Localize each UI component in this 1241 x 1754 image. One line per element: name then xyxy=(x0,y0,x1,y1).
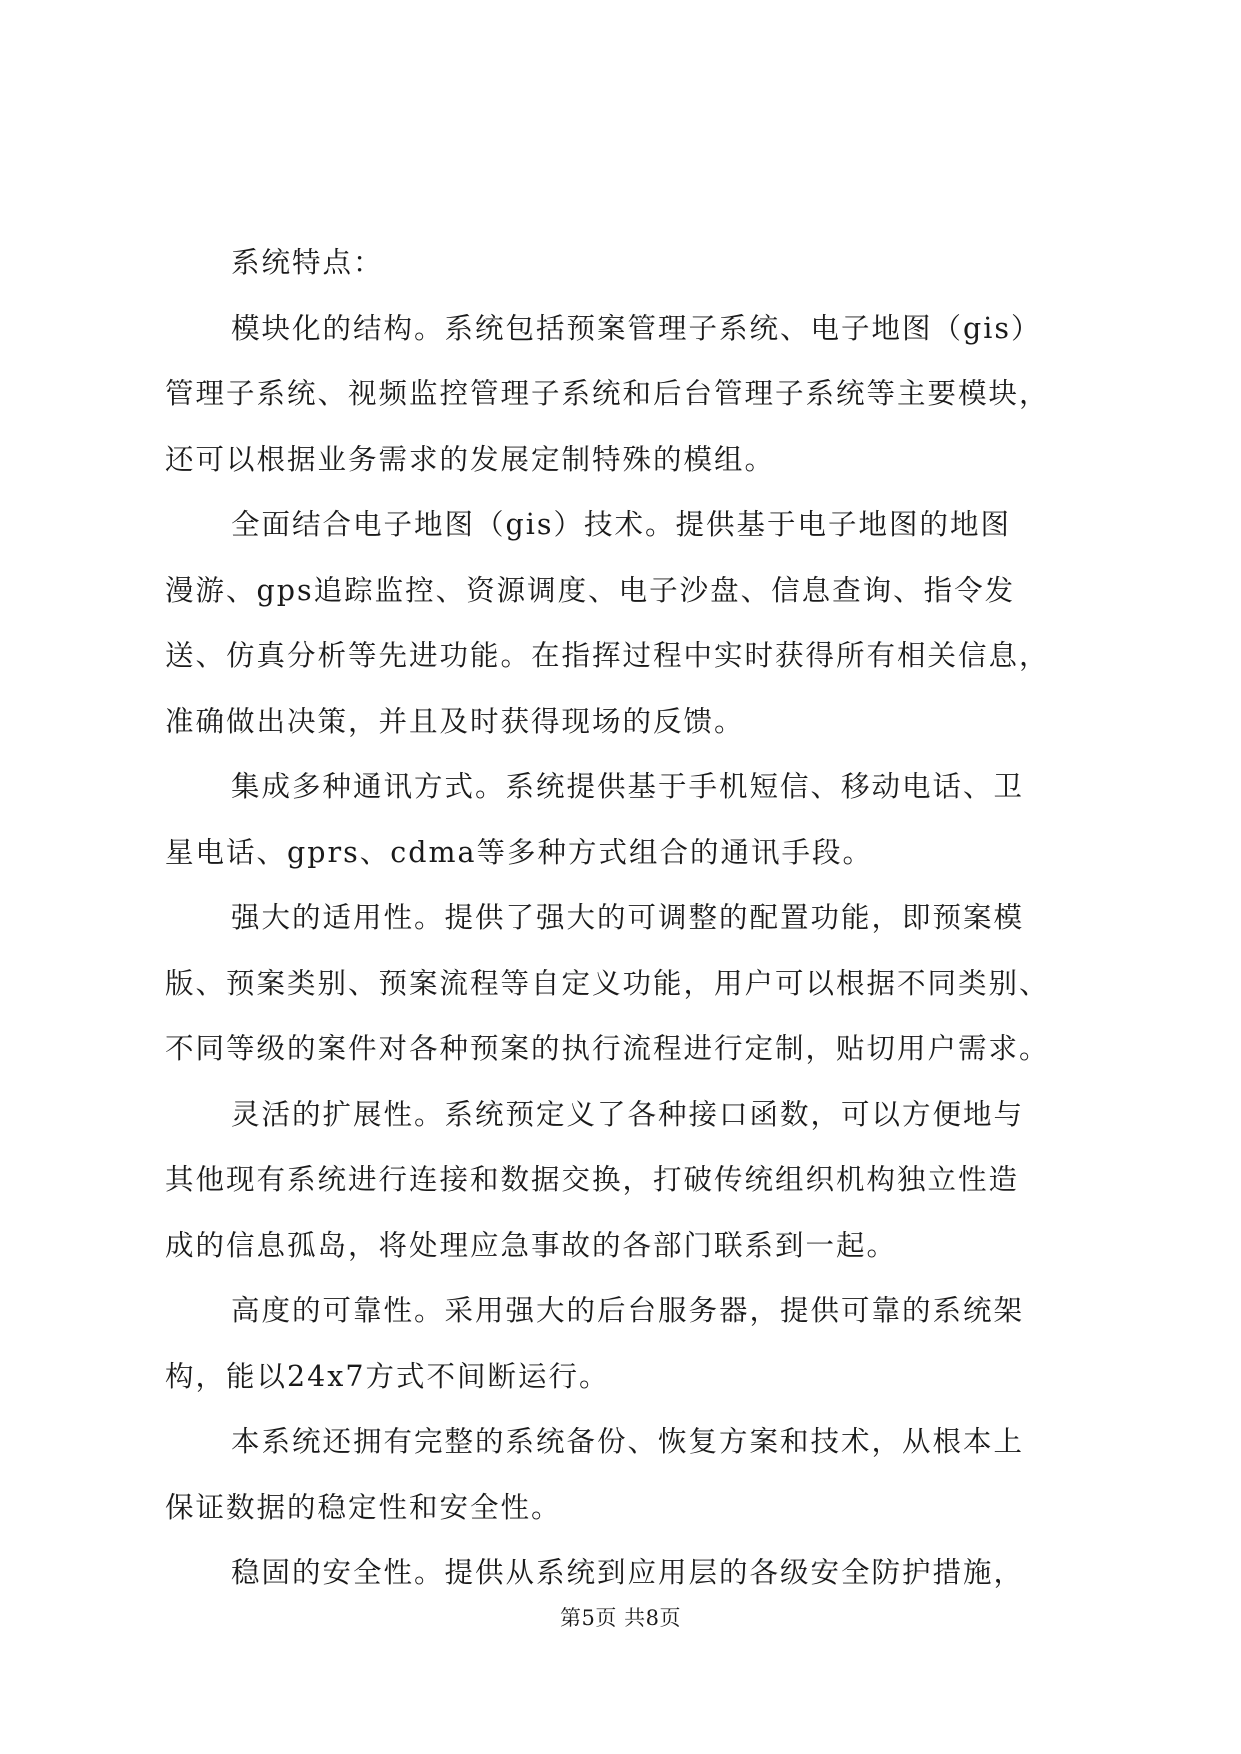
paragraph-line: 稳固的安全性。提供从系统到应用层的各级安全防护措施， xyxy=(231,1556,1025,1589)
paragraph-line: 版、预案类别、预案流程等自定义功能，用户可以根据不同类别、 xyxy=(165,966,1050,1000)
paragraph-line: 集成多种通讯方式。系统提供基于手机短信、移动电话、卫 xyxy=(231,770,1025,803)
paragraph-line: 不同等级的案件对各种预案的执行流程进行定制，贴切用户需求。 xyxy=(165,1032,1050,1065)
paragraph-line: 送、仿真分析等先进功能。在指挥过程中实时获得所有相关信息， xyxy=(165,639,1050,672)
paragraph-line: 管理子系统、视频监控管理子系统和后台管理子系统等主要模块， xyxy=(165,377,1050,410)
paragraph-line: 准确做出决策，并且及时获得现场的反馈。 xyxy=(165,704,745,738)
paragraph-line: 高度的可靠性。采用强大的后台服务器，提供可靠的系统架 xyxy=(231,1294,1025,1327)
paragraph-line: 模块化的结构。系统包括预案管理子系统、电子地图（gis） xyxy=(231,311,1042,345)
paragraph-line: 星电话、gprs、cdma等多种方式组合的通讯手段。 xyxy=(165,835,873,869)
paragraph-line: 其他现有系统进行连接和数据交换，打破传统组织机构独立性造 xyxy=(165,1163,1020,1196)
paragraph-line: 强大的适用性。提供了强大的可调整的配置功能，即预案模 xyxy=(231,901,1025,934)
section-heading: 系统特点： xyxy=(231,246,384,279)
paragraph-line: 成的信息孤岛，将处理应急事故的各部门联系到一起。 xyxy=(165,1228,898,1262)
paragraph-line: 全面结合电子地图（gis）技术。提供基于电子地图的地图 xyxy=(231,508,1011,541)
paragraph-line: 还可以根据业务需求的发展定制特殊的模组。 xyxy=(165,442,776,476)
paragraph-line: 构，能以24x7方式不间断运行。 xyxy=(165,1359,610,1393)
document-body xyxy=(165,230,1085,1606)
paragraph-line: 保证数据的稳定性和安全性。 xyxy=(165,1490,562,1524)
paragraph-line: 灵活的扩展性。系统预定义了各种接口函数，可以方便地与 xyxy=(231,1097,1025,1131)
paragraph-line: 漫游、gps追踪监控、资源调度、电子沙盘、信息查询、指令发 xyxy=(165,573,1016,607)
page-number-footer: 第5页 共8页 xyxy=(560,1606,681,1630)
paragraph-line: 本系统还拥有完整的系统备份、恢复方案和技术，从根本上 xyxy=(231,1425,1025,1458)
